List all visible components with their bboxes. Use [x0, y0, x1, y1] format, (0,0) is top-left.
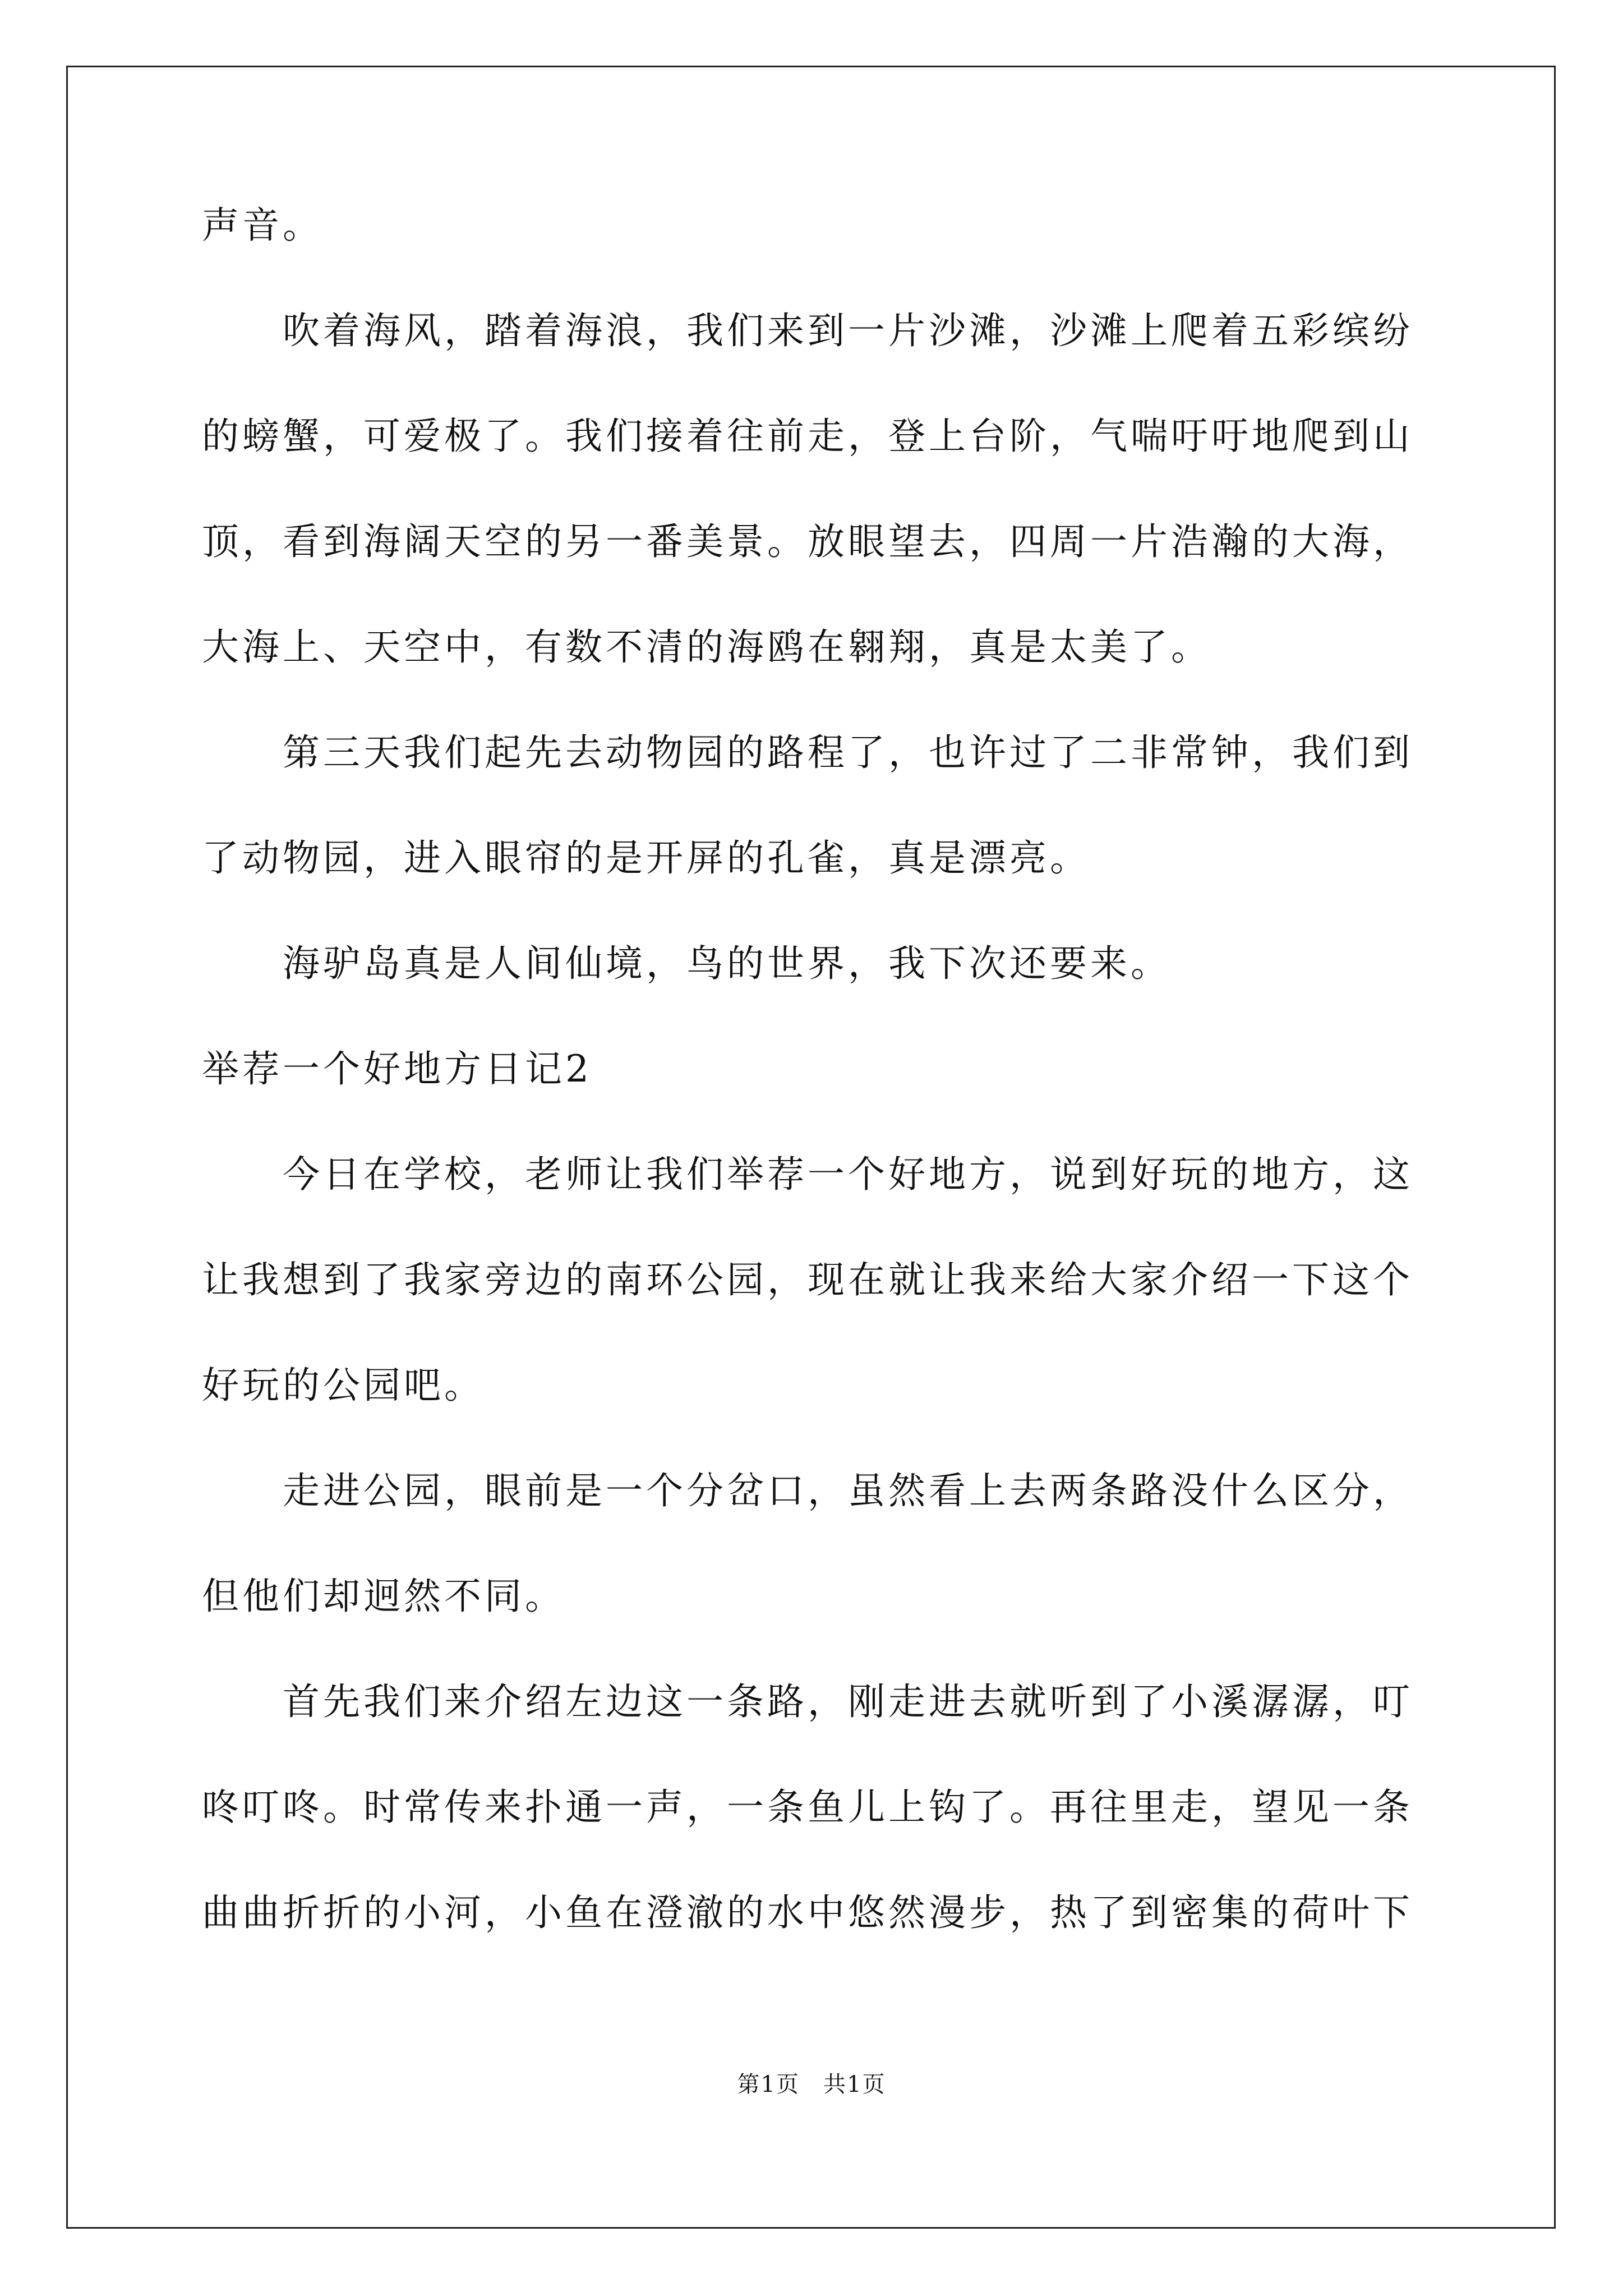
text-line: 但他们却迥然不同。: [202, 1575, 565, 1618]
section-heading: 举荐一个好地方日记2: [202, 1047, 592, 1091]
text-line: 第三天我们起先去动物园的路程了，也许过了二非常钟，我们到: [283, 731, 1413, 774]
text-line: 吹着海风，踏着海浪，我们来到一片沙滩，沙滩上爬着五彩缤纷: [283, 309, 1413, 352]
text-line: 声音。: [202, 204, 323, 247]
text-line: 今日在学校，老师让我们举荐一个好地方，说到好玩的地方，这: [283, 1153, 1413, 1196]
text-line: 海驴岛真是人间仙境，鸟的世界，我下次还要来。: [283, 942, 1171, 985]
text-line: 顶，看到海阔天空的另一番美景。放眼望去，四周一片浩瀚的大海，: [202, 520, 1413, 563]
text-line: 曲曲折折的小河，小鱼在澄澈的水中悠然漫步，热了到密集的荷叶下: [202, 1891, 1413, 1934]
text-line: 首先我们来介绍左边这一条路，刚走进去就听到了小溪潺潺，叮: [283, 1680, 1413, 1723]
page-number: 第1页 共1页: [737, 2072, 886, 2097]
text-line: 大海上、天空中，有数不清的海鸥在翱翔，真是太美了。: [202, 625, 1211, 669]
text-line: 走进公园，眼前是一个分岔口，虽然看上去两条路没什么区分，: [283, 1469, 1413, 1512]
text-line: 了动物园，进入眼帘的是开屏的孔雀，真是漂亮。: [202, 836, 1090, 880]
text-line: 的螃蟹，可爱极了。我们接着往前走，登上台阶，气喘吁吁地爬到山: [202, 415, 1413, 458]
text-line: 好玩的公园吧。: [202, 1364, 485, 1407]
text-line: 咚叮咚。时常传来扑通一声，一条鱼儿上钩了。再往里走，望见一条: [202, 1786, 1413, 1829]
text-line: 让我想到了我家旁边的南环公园，现在就让我来给大家介绍一下这个: [202, 1258, 1413, 1301]
